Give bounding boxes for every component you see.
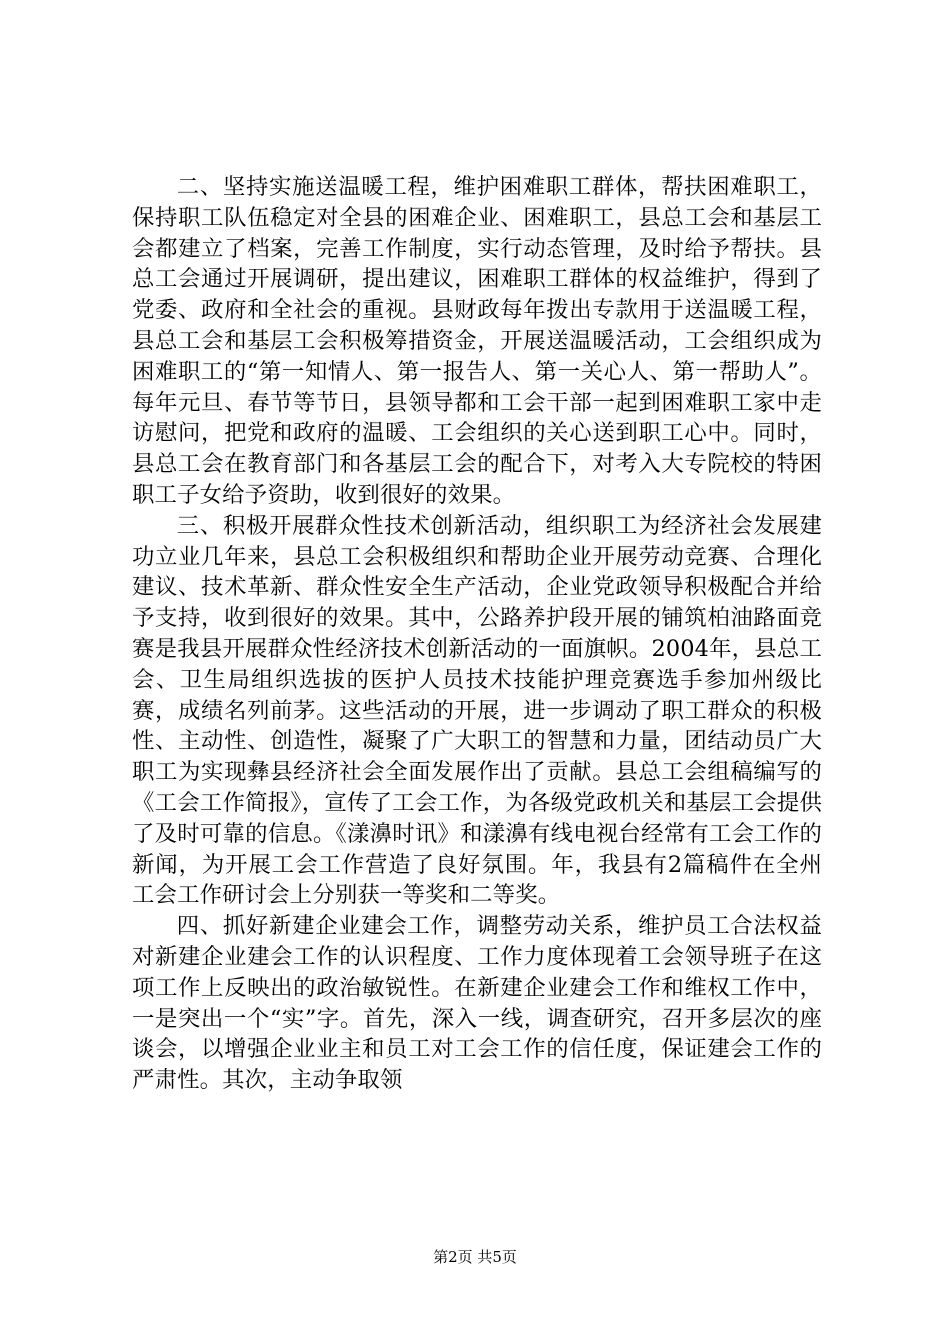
document-body (132, 172, 822, 1096)
paragraph-4-union-building: 四、抓好新建企业建会工作，调整劳动关系，维护员工合法权益对新建企业建会工作的认识程度、工作力度体现着工会领导班子在这项工作上反映出的政治敏锐性。在新建企业建会工作和维权工作中，一是突出一个“实”字。首先，深入一线，调查研究，召开多层次的座谈会，以增强企业业主和员工对工会工作的信任度，保证建会工作的严肃性。其次，主动争取领 (132, 913, 822, 1094)
page-number-footer: 第2页 共5页 (433, 1248, 517, 1266)
paragraph-3-technical-innovation: 三、积极开展群众性技术创新活动，组织职工为经济社会发展建功立业几年来，县总工会积极组织和帮助企业开展劳动竞赛、合理化建议、技术革新、群众性安全生产活动，企业党政领导积极配合并给予支持，收到很好的效果。其中，公路养护段开展的铺筑柏油路面竞赛是我县开展群众性经济技术创新活动的一面旗帜。2004年，县总工会、卫生局组织选拔的医护人员技术技能护理竞赛选手参加州级比赛，成绩名列前茅。这些活动的开展，进一步调动了职工群众的积极性、主动性、创造性，凝聚了广大职工的智慧和力量，团结动员广大职工为实现彝县经济社会全面发展作出了贡献。县总工会组稿编写的《工会工作简报》，宣传了工会工作，为各级党政机关和基层工会提供了及时可靠的信息。《漾濞时讯》和漾濞有线电视台经常有工会工作的新闻，为开展工会工作营造了良好氛围。年，我县有2篇稿件在全州工会工作研讨会上分别获一等奖和二等奖。 (132, 512, 822, 909)
paragraph-2-warmth-project: 二、坚持实施送温暖工程，维护困难职工群体，帮扶困难职工，保持职工队伍稳定对全县的困难企业、困难职工，县总工会和基层工会都建立了档案，完善工作制度，实行动态管理，及时给予帮扶。县总工会通过开展调研，提出建议，困难职工群体的权益维护，得到了党委、政府和全社会的重视。县财政每年拨出专款用于送温暖工程，县总工会和基层工会积极筹措资金，开展送温暖活动，工会组织成为困难职工的“第一知情人、第一报告人、第一关心人、第一帮助人”。每年元旦、春节等节日，县领导都和工会干部一起到困难职工家中走访慰问，把党和政府的温暖、工会组织的关心送到职工心中。同时，县总工会在教育部门和各基层工会的配合下，对考入大专院校的特困职工子女给予资助，收到很好的效果。 (132, 174, 822, 508)
